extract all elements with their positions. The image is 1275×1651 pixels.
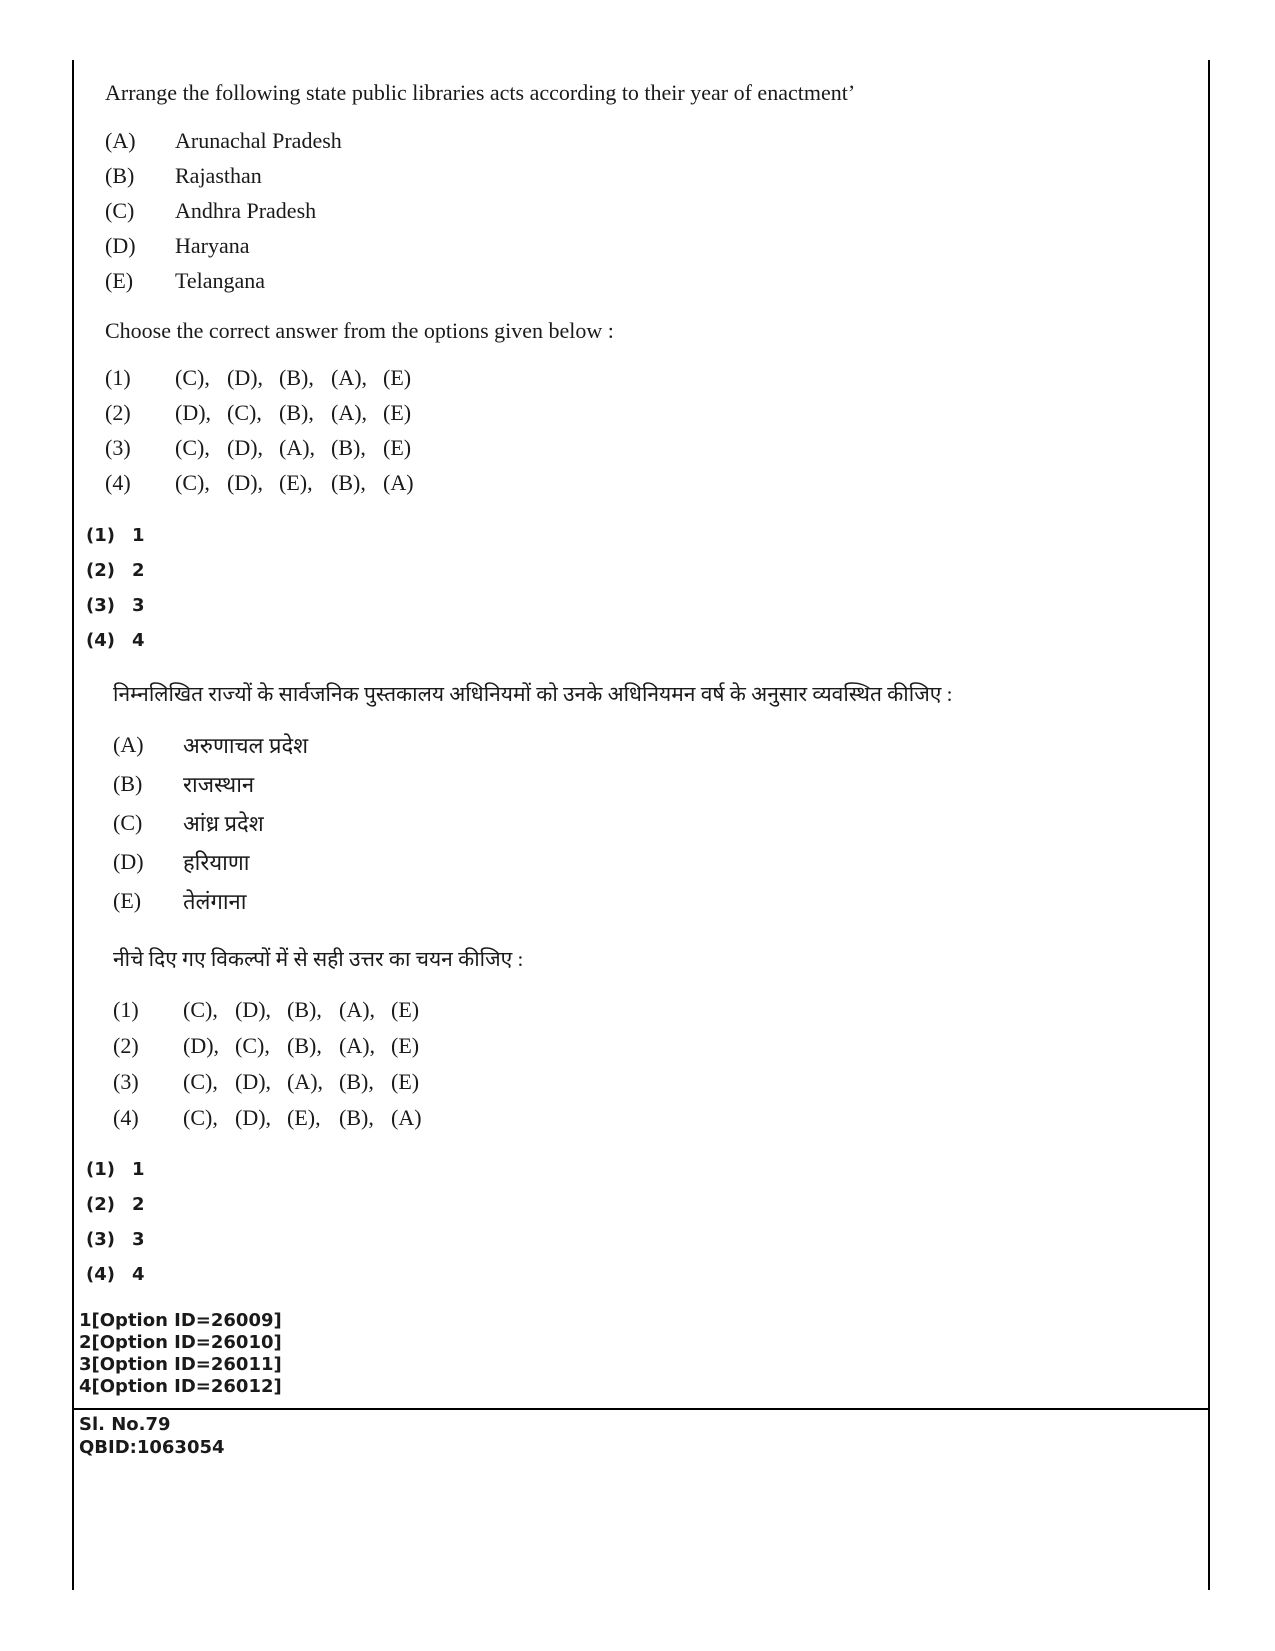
item-label: (B): [105, 162, 135, 188]
option-id: 3[Option ID=26011]: [79, 1354, 282, 1375]
sequence-item: (D),: [235, 997, 272, 1022]
option-number: (1): [105, 364, 131, 390]
answer-label: (3): [86, 1229, 115, 1250]
sequence-item: (A): [383, 469, 414, 495]
sequence-item: (B),: [279, 364, 314, 390]
option-row: [105, 395, 435, 430]
sequence-item: (E): [383, 399, 412, 425]
sequence-item: (D),: [235, 1105, 272, 1130]
item-text: हरियाणा: [183, 849, 250, 875]
sequence-item: (C),: [235, 1033, 270, 1058]
answer-choice[interactable]: [86, 588, 145, 623]
answer-label: (1): [86, 525, 115, 546]
sequence-item: (C),: [183, 997, 218, 1022]
sequence-item: (A),: [287, 1069, 324, 1094]
sequence-item: (A),: [279, 434, 316, 460]
section-divider: [72, 1408, 1210, 1410]
list-item: [105, 123, 342, 158]
question-stem-en: Arrange the following state public libraries acts according to their year of enactment’: [105, 80, 856, 105]
answer-choice[interactable]: [86, 518, 145, 553]
answer-value: 2: [132, 560, 145, 581]
item-text: Arunachal Pradesh: [175, 127, 342, 153]
sequence-item: (E): [391, 1033, 420, 1058]
sequence-item: (A),: [331, 399, 368, 425]
sequence-item: (C),: [175, 434, 210, 460]
list-item: [105, 263, 342, 298]
question-stem-hi: निम्नलिखित राज्यों के सार्वजनिक पुस्तकालय अधिनियमों को उनके अधिनियमन वर्ष के अनुसार व्यवस्थित कीजिए :: [113, 682, 953, 706]
answer-label: (4): [86, 630, 115, 651]
serial-number: Sl. No.79: [79, 1414, 171, 1435]
sequence-item: (C),: [183, 1105, 218, 1130]
answer-choice[interactable]: [86, 1187, 145, 1222]
option-row: [113, 1064, 443, 1100]
option-row: [113, 1100, 443, 1136]
option-sequence: [175, 400, 435, 426]
option-number: (3): [105, 434, 131, 460]
sequence-item: (C),: [175, 364, 210, 390]
option-sequence: [183, 1105, 443, 1131]
sequence-item: (C),: [227, 399, 262, 425]
item-text: राजस्थान: [183, 771, 255, 797]
option-list-hi: [113, 992, 443, 1136]
option-row: [105, 430, 435, 465]
option-sequence: [183, 1033, 443, 1059]
item-label: (C): [113, 809, 143, 835]
answer-choice[interactable]: [86, 553, 145, 588]
answer-label: (1): [86, 1159, 115, 1180]
sequence-item: (A),: [339, 1033, 376, 1058]
option-sequence: [175, 435, 435, 461]
answer-label: (2): [86, 560, 115, 581]
question-bank-id: QBID:1063054: [79, 1437, 225, 1458]
item-text: Haryana: [175, 232, 250, 258]
sequence-item: (D),: [227, 469, 264, 495]
sequence-item: (C),: [175, 469, 210, 495]
page-border-left: [72, 60, 74, 1590]
sequence-item: (E): [391, 1069, 420, 1094]
answer-choices-hi: [86, 1152, 145, 1292]
sequence-item: (A),: [339, 997, 376, 1022]
item-text: तेलंगाना: [183, 888, 247, 914]
item-text: Telangana: [175, 267, 266, 293]
answer-value: 4: [132, 630, 145, 651]
sequence-item: (B),: [339, 1105, 374, 1130]
option-row: [105, 465, 435, 500]
sequence-item: (E): [383, 434, 412, 460]
item-label: (E): [113, 887, 142, 913]
option-id: 4[Option ID=26012]: [79, 1376, 282, 1397]
list-item: [105, 193, 342, 228]
sequence-item: (B),: [279, 399, 314, 425]
option-number: (4): [113, 1105, 139, 1130]
item-text: आंध्र प्रदेश: [183, 810, 264, 836]
option-number: (1): [113, 997, 139, 1022]
sequence-item: (C),: [183, 1069, 218, 1094]
item-label: (E): [105, 267, 134, 293]
list-item: [105, 158, 342, 193]
answer-value: 4: [132, 1264, 145, 1285]
option-number: (2): [105, 399, 131, 425]
list-item: [113, 803, 308, 842]
option-row: [113, 1028, 443, 1064]
option-id: 2[Option ID=26010]: [79, 1332, 282, 1353]
option-row: [113, 992, 443, 1028]
question-meta: [79, 1413, 225, 1459]
option-row: [105, 360, 435, 395]
option-number: (4): [105, 469, 131, 495]
item-list-en: [105, 123, 342, 298]
answer-value: 2: [132, 1194, 145, 1215]
sequence-item: (E),: [279, 469, 313, 495]
list-item: [113, 725, 308, 764]
answer-choice[interactable]: [86, 1222, 145, 1257]
answer-choices-en: [86, 518, 145, 658]
sequence-item: (B),: [339, 1069, 374, 1094]
option-sequence: [175, 470, 435, 496]
sequence-item: (B),: [331, 469, 366, 495]
sequence-item: (A),: [331, 364, 368, 390]
option-id-list: [79, 1310, 282, 1398]
page-border-right: [1208, 60, 1210, 1590]
option-sequence: [183, 1069, 443, 1095]
list-item: [113, 842, 308, 881]
sequence-item: (B),: [287, 997, 322, 1022]
answer-value: 1: [132, 1159, 145, 1180]
sequence-item: (D),: [227, 364, 264, 390]
option-sequence: [183, 997, 443, 1023]
item-label: (D): [113, 848, 144, 874]
item-label: (B): [113, 770, 143, 796]
answer-value: 1: [132, 525, 145, 546]
choose-instruction-en: Choose the correct answer from the options given below :: [105, 318, 614, 343]
choose-instruction-hi: नीचे दिए गए विकल्पों में से सही उत्तर का चयन कीजिए :: [113, 947, 524, 971]
sequence-item: (D),: [175, 399, 212, 425]
sequence-item: (A): [391, 1105, 422, 1130]
sequence-item: (D),: [227, 434, 264, 460]
sequence-item: (B),: [331, 434, 366, 460]
item-list-hi: [113, 725, 308, 920]
sequence-item: (B),: [287, 1033, 322, 1058]
item-label: (A): [105, 127, 136, 153]
answer-choice[interactable]: [86, 623, 145, 658]
sequence-item: (D),: [183, 1033, 220, 1058]
answer-choice[interactable]: [86, 1152, 145, 1187]
answer-label: (3): [86, 595, 115, 616]
sequence-item: (E),: [287, 1105, 321, 1130]
item-text: Rajasthan: [175, 162, 262, 188]
item-label: (D): [105, 232, 136, 258]
option-id: 1[Option ID=26009]: [79, 1310, 282, 1331]
item-text: Andhra Pradesh: [175, 197, 317, 223]
item-label: (A): [113, 731, 144, 757]
list-item: [105, 228, 342, 263]
option-number: (3): [113, 1069, 139, 1094]
answer-label: (2): [86, 1194, 115, 1215]
sequence-item: (D),: [235, 1069, 272, 1094]
sequence-item: (E): [383, 364, 412, 390]
item-label: (C): [105, 197, 135, 223]
answer-value: 3: [132, 1229, 145, 1250]
answer-choice[interactable]: [86, 1257, 145, 1292]
sequence-item: (E): [391, 997, 420, 1022]
item-text: अरुणाचल प्रदेश: [183, 732, 309, 758]
answer-label: (4): [86, 1264, 115, 1285]
answer-value: 3: [132, 595, 145, 616]
option-number: (2): [113, 1033, 139, 1058]
list-item: [113, 764, 308, 803]
option-list-en: [105, 360, 435, 500]
list-item: [113, 881, 308, 920]
option-sequence: [175, 365, 435, 391]
